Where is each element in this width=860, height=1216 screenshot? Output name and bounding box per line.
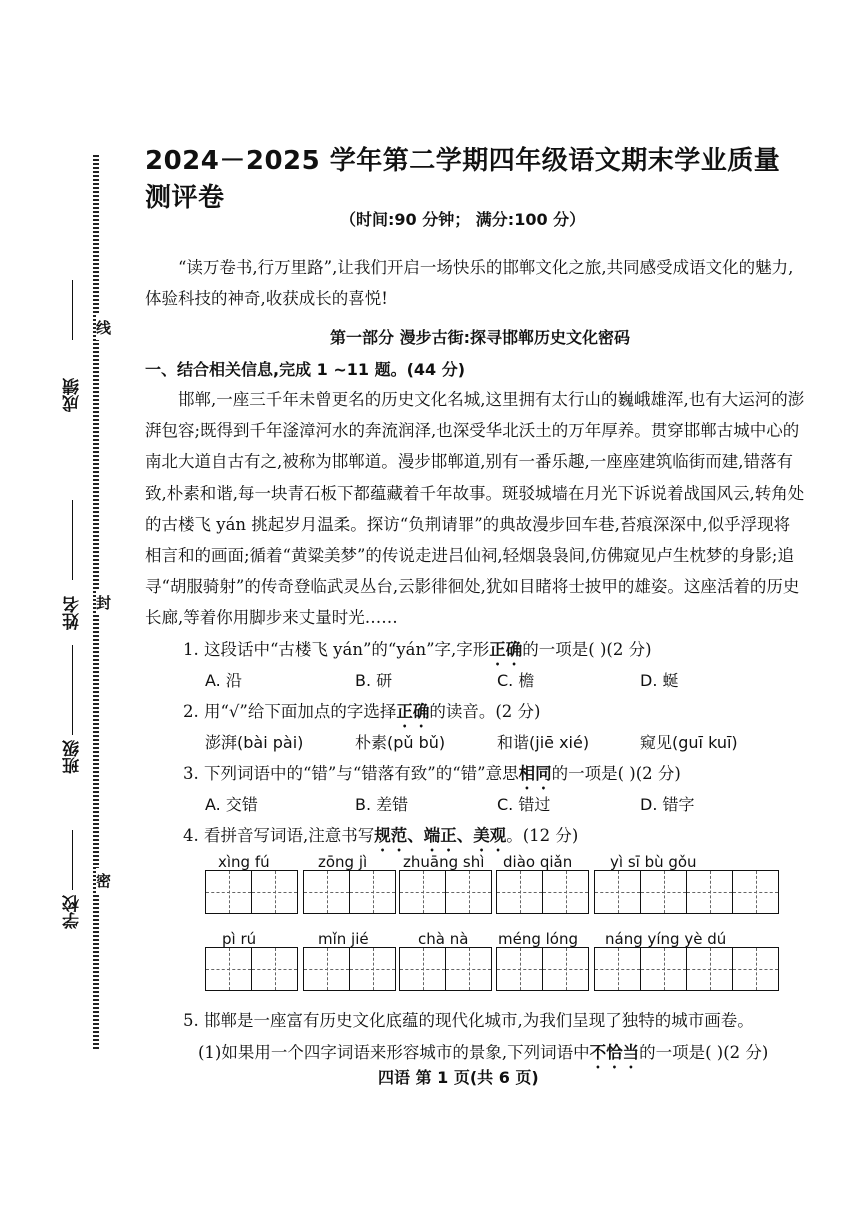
score-line: [72, 280, 73, 340]
answer-grid-2[interactable]: [303, 870, 396, 914]
pinyin-10: náng yíng yè dú: [605, 930, 727, 948]
answer-grid-8[interactable]: [399, 947, 492, 991]
pinyin-7: mǐn jié: [318, 930, 369, 948]
part-title: 第一部分 漫步古街:探寻邯郸历史文化密码: [330, 328, 630, 347]
q1-option-a: A. 沿: [205, 671, 242, 690]
q3-option-c: C. 错过: [497, 795, 551, 814]
q2-item-4: 窥见(guī kuī): [640, 733, 738, 752]
q1-option-d: D. 蜒: [640, 671, 679, 690]
q1-option-b: B. 研: [355, 671, 393, 690]
pinyin-5: yì sī bù gǒu: [610, 853, 697, 871]
section-title: 一、结合相关信息,完成 1 ~11 题。(44 分): [145, 360, 466, 379]
question-1: 1. 这段话中“古楼飞 yán”的“yán”字,字形正确的一项是( )(2 分): [183, 640, 652, 659]
page-footer: 四语 第 1 页(共 6 页): [378, 1068, 539, 1087]
seal-feng-char: 封: [96, 590, 111, 615]
class-line: [72, 645, 73, 735]
question-5-1: (1)如果用一个四字词语来形容城市的景象,下列词语中不恰当的一项是( )(2 分): [198, 1043, 769, 1062]
answer-grid-3[interactable]: [399, 870, 492, 914]
pinyin-1: xìng fú: [218, 853, 270, 871]
exam-subtitle: （时间:90 分钟； 满分:100 分）: [340, 210, 586, 229]
class-label: 班级: [63, 740, 83, 774]
answer-grid-4[interactable]: [496, 870, 589, 914]
q3-option-a: A. 交错: [205, 795, 258, 814]
intro-paragraph: “读万卷书,行万里路”,让我们开启一场快乐的邯郸文化之旅,共同感受成语文化的魅力,体验科技的神奇,收获成长的喜悦!: [145, 258, 794, 308]
answer-grid-1[interactable]: [205, 870, 298, 914]
q1-option-c: C. 檐: [497, 671, 535, 690]
reading-passage: 邯郸,一座三千年未曾更名的历史文化名城,这里拥有太行山的巍峨雄浑,也有大运河的澎湃包容;既得到千年滏漳河水的奔流润泽,也深受华北沃土的万年厚养。贯穿邯郸古城中心的南北大道自古有之,被称为邯郸道。漫步邯郸道,别有一番乐趣,一座座建筑临街而建,错落有致,朴素和谐,每一块青石板下都蕴藏着千年故事。斑驳城墙在月光下诉说着战国风云,转角处的古楼飞 yán 挑起岁月温柔。探访“负荆请罪”的典故漫步回车巷,苔痕深深中,似乎浮现将相言和的画面;循着“黄粱美梦”的传说走进吕仙祠,轻烟袅袅间,仿佛窥见卢生枕梦的身影;追寻“胡服骑射”的传奇登临武灵丛台,云影徘徊处,犹如目睹将士披甲的雄姿。这座活着的历史长廊,等着你用脚步来丈量时光……: [145, 390, 805, 628]
pinyin-6: pì rú: [222, 930, 257, 948]
answer-grid-9[interactable]: [496, 947, 589, 991]
question-4: 4. 看拼音写词语,注意书写规范、端正、美观。(12 分): [183, 826, 579, 845]
pinyin-9: méng lóng: [498, 930, 579, 948]
q3-option-b: B. 差错: [355, 795, 409, 814]
q3-option-d: D. 错字: [640, 795, 695, 814]
name-line: [72, 500, 73, 580]
school-label: 学校: [63, 895, 83, 929]
seal-mi-char: 密: [96, 868, 111, 893]
question-5: 5. 邯郸是一座富有历史文化底蕴的现代化城市,为我们呈现了独特的城市画卷。: [183, 1011, 754, 1030]
q2-item-3: 和谐(jiē xié): [497, 733, 590, 752]
pinyin-2: zōng jì: [318, 853, 368, 871]
name-label: 姓名: [63, 596, 83, 630]
answer-grid-7[interactable]: [303, 947, 396, 991]
pinyin-3: zhuāng shì: [403, 853, 485, 871]
q2-item-1: 澎湃(bài pài): [205, 733, 304, 752]
score-label: 成绩: [63, 378, 83, 412]
exam-title: 2024－2025 学年第二学期四年级语文期末学业质量测评卷: [145, 146, 781, 213]
answer-grid-6[interactable]: [205, 947, 298, 991]
q2-item-2: 朴素(pǔ bǔ): [355, 733, 446, 752]
answer-grid-10[interactable]: [594, 947, 779, 991]
question-2: 2. 用“√”给下面加点的字选择正确的读音。(2 分): [183, 702, 541, 721]
school-line: [72, 830, 73, 890]
pinyin-4: diào qiǎn: [503, 853, 573, 871]
answer-grid-5[interactable]: [594, 870, 779, 914]
pinyin-8: chà nà: [418, 930, 469, 948]
question-3: 3. 下列词语中的“错”与“错落有致”的“错”意思相同的一项是( )(2 分): [183, 764, 681, 783]
seal-line-char: 线: [96, 315, 111, 340]
